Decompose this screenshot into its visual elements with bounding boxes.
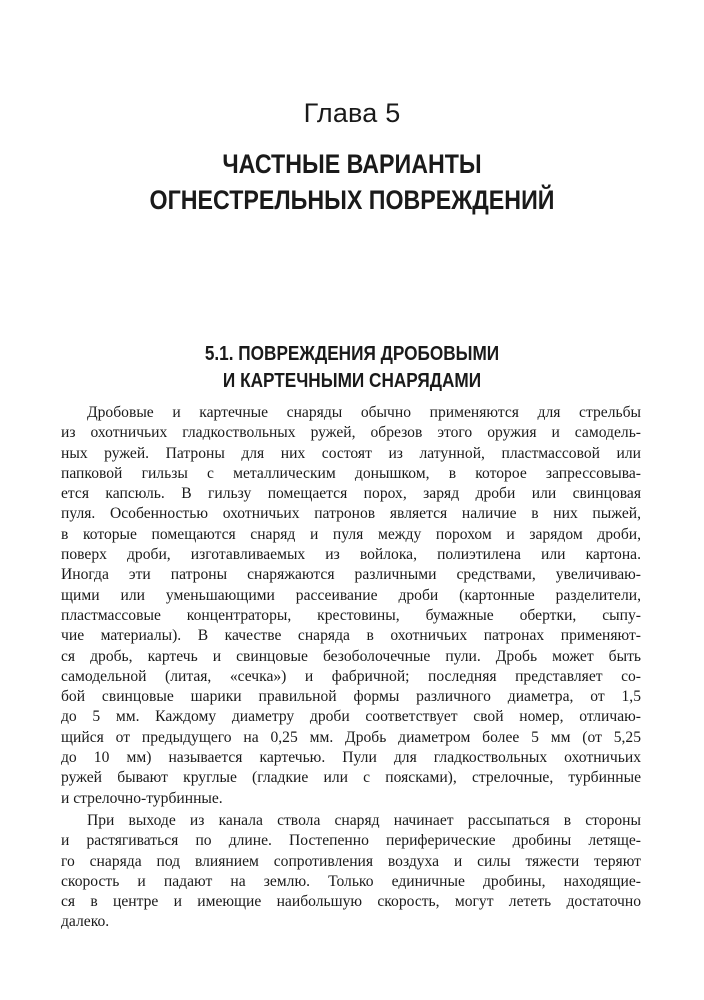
text-line: и стрелочно-турбинные. — [61, 789, 223, 807]
text-line: ся дробь, картечь и свинцовые безоболочечные пули. Дробь может быть — [61, 647, 641, 665]
text-line: При выходе из канала ствола снаряд начинает рассыпаться в стороны — [87, 812, 641, 829]
text-line: пластмассовые концентраторы, крестовины, бумажные обертки, сыпу- — [61, 606, 641, 624]
text-line: до 10 мм) называется картечью. Пули для гладкоствольных охотничьих — [61, 749, 641, 767]
text-line: чие материалы). В качестве снаряда в охотничьих патронах применяют- — [61, 627, 641, 645]
text-line: и растягиваться по длине. Постепенно периферические дробины летяще- — [61, 832, 641, 850]
text-line: го снаряда под влиянием сопротивления воздуха и силы тяжести теряют — [61, 852, 641, 870]
paragraph — [61, 403, 641, 809]
text-line: Иногда эти патроны снаряжаются различными средствами, увеличиваю- — [61, 566, 641, 584]
text-line: скорость и падают на землю. Только единичные дробины, находящие- — [61, 872, 641, 890]
text-line: в которые помещаются снаряд и пуля между порохом и зарядом дроби, — [61, 525, 641, 543]
text-line: самодельной (литая, «сечка») и фабричной; последняя представляет со- — [61, 667, 641, 685]
text-line: бой свинцовые шарики правильной формы различного диаметра, от 1,5 — [61, 688, 641, 706]
chapter-title-line: ОГНЕСТРЕЛЬНЫХ ПОВРЕЖДЕНИЙ — [149, 185, 555, 215]
chapter-title — [49, 146, 654, 218]
paragraph — [61, 811, 641, 933]
text-line: папковой гильзы с металлическим донышком, в которое запрессовыва- — [61, 464, 641, 482]
section-title — [49, 341, 654, 395]
text-line: щийся от предыдущего на 0,25 мм. Дробь диаметром более 5 мм (от 5,25 — [61, 728, 641, 746]
chapter-label: Глава 5 — [303, 98, 401, 128]
text-line: поверх дроби, изготавливаемых из войлока, полиэтилена или картона. — [61, 546, 641, 564]
text-line: щими или уменьшающими рассеивание дроби (картонные разделители, — [61, 586, 641, 604]
text-line: пуля. Особенностью охотничьих патронов является наличие в них пыжей, — [61, 505, 641, 523]
text-line: ется капсюль. В гильзу помещается порох, заряд дроби или свинцовая — [61, 485, 641, 503]
text-line: из охотничьих гладкоствольных ружей, обрезов этого оружия и самодель- — [61, 424, 641, 442]
text-line: ся в центре и имеющие наибольшую скорость, могут лететь достаточно — [61, 893, 641, 911]
chapter-title-line: ЧАСТНЫЕ ВАРИАНТЫ — [222, 149, 482, 179]
section-title-line: 5.1. ПОВРЕЖДЕНИЯ ДРОБОВЫМИ — [204, 343, 500, 365]
text-line: ружей бывают круглые (гладкие или с поясками), стрелочные, турбинные — [61, 769, 641, 787]
section-title-line: И КАРТЕЧНЫМИ СНАРЯДАМИ — [222, 370, 482, 392]
text-line: до 5 мм. Каждому диаметру дроби соответствует свой номер, отличаю- — [61, 708, 641, 726]
text-line: Дробовые и картечные снаряды обычно применяются для стрельбы — [87, 404, 641, 421]
text-line: ных ружей. Патроны для них состоят из латунной, пластмассовой или — [61, 444, 641, 462]
text-line: далеко. — [61, 913, 110, 931]
